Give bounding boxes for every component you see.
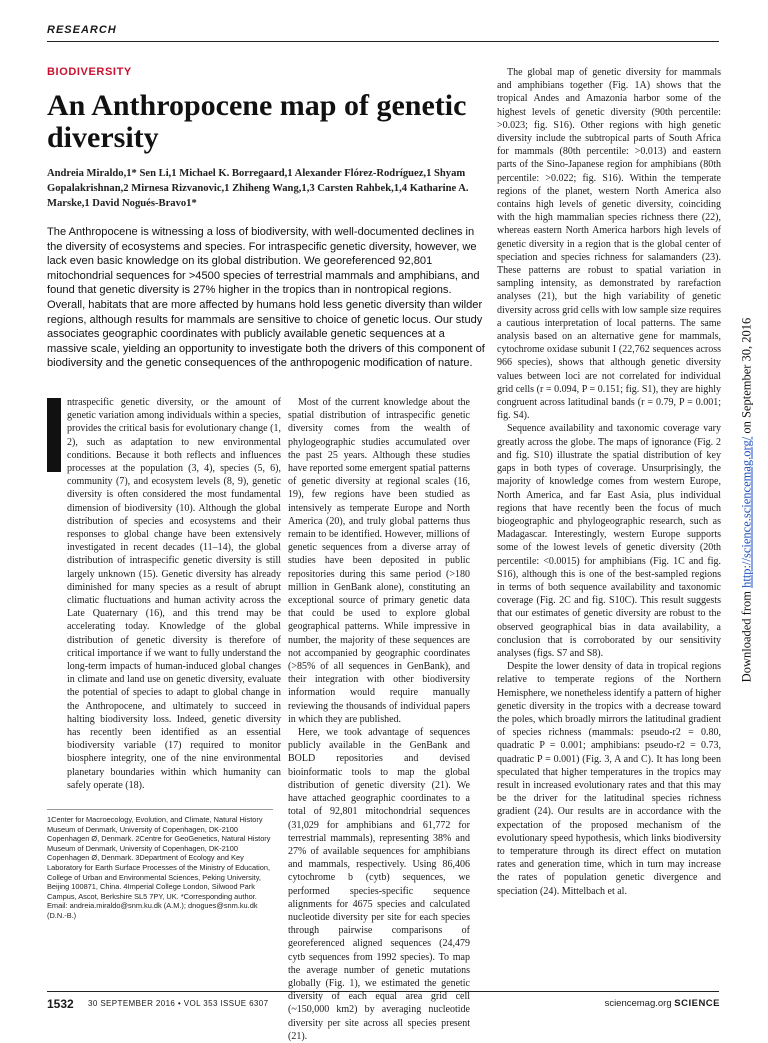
paragraph: Most of the current knowledge about the spatial distribution of intraspecific genetic diversity comes from the wealth of phylogeographic studies accumulated over the past 25 years. Although these studies have reported some emergent spatial patterns of genetic diversity at regional scales (16, 19), few regions have been studied as intensively as temperate Europe and North America (20), and truly global patterns thus remain to be identified. However, millions of genetic sequences from a diverse array of studies have been deposited in public repositories during this same period (>180 million in GenBank alone), constituting an exceptional source of primary genetic data that could be used to explore global geographical patterns. While impressive in number, the majority of these sequences are not accompanied by geographic coordinates (>85% of all sequences in GenBank), and their integration with other biodiversity information would require manually reviewing the thousands of individual papers in which they are published. xyxy=(288,397,470,725)
col1-text: ntraspecific genetic diversity, or the amount of genetic variation among individuals within a species, provides the critical basis for evolutionary change (1, 2), such as adaptation to new environmental conditions. Because it both reflects and influences processes at the population (3, 4), species (5, 6), community (7), and ecosystem levels (8, 9), genetic diversity is often considered the most fundamental dimension of biodiversity (10). Although the global distribution of species and ecosystems and their responses to global change have been extensively investigated in recent decades (11–14), the global distribution of intraspecific genetic diversity is still largely unknown (15). Genetic diversity has already diminished for many species as a result of abrupt climatic fluctuations and human activity across the Late Quaternary (16), and this trend may be accelerating today. Knowledge of the global distribution of genetic diversity is therefore of critical importance if we want to fully understand the long-term impacts of human-induced global changes in climate and land use on genetic diversity, evaluate the potential of species to adapt to global change in the Anthropocene, and ultimately to succeed in halting biodiversity loss. Indeed, genetic diversity has recently been identified as an essential biodiversity variable (17) required to monitor biosphere integrity, one of the nine environmental planetary boundaries within which humanity can safely operate (18). xyxy=(67,397,281,791)
drop-cap xyxy=(47,398,61,472)
article-category: BIODIVERSITY xyxy=(47,66,132,78)
paragraph: Here, we took advantage of sequences publicly available in the GenBank and BOLD repositories and devised bioinformatic tools to map the global distribution of genetic diversity (21). We have attached geographic coordinates to a total of 92,801 mitochondrial sequences (31,029 for amphibians and 61,772 for terrestrial mammals), representing 38% and 27% of available sequences for amphibians and mammals, respectively. Using 86,406 cytochrome b (cytb) sequences, we performed species-specific sequence alignments for 4675 species and calculated nucleotide diversity per site for each species through pairwise comparisons of georeferenced aligned sequences (24,479 cytb sequences from 1992 species). To map the average number of genetic mutations globally (Fig. 1), we estimated the genetic diversity of each equal area grid cell (~150,000 km2) by averaging nucleotide diversity per site across all species present (21). xyxy=(288,727,470,1042)
paragraph: The global map of genetic diversity for mammals and amphibians together (Fig. 1A) shows that the tropical Andes and Amazonia harbor some of the highest levels of genetic diversity (90th percentile: >0.023; fig. S16). Other regions with high genetic diversity include the subtropical parts of South Africa for mammals (80th percentile: >0.013) and eastern parts of the Sino-Japanese region for amphibians (80th percentile: >0.022; fig. S16). Within the temperate regions of the planet, western North America also contains high levels of genetic diversity, coinciding with the high mammalian species richness there (22), whereas eastern North America harbors high levels of genetic diversity in a region that is the global center of speciation and species richness for salamanders (23). These patterns are robust to spatial variation in sampling intensity, as demonstrated by rarefaction analyses (21), but the high variability of genetic diversity across grid cells with low sample size requires a cautious interpretation of local patterns. The same analysis based on an alternative gene for mammals, cytochrome oxidase subunit I (22,762 sequences across 966 species), shows that although genetic diversity values between loci are not correlated for individual grid cells (r = 0.094, P = 0.151; fig. S1), they are highly congruent across latitudinal bands (r = 0.79, P = 0.001; fig. S4). xyxy=(497,67,721,422)
article-title: An Anthropocene map of genetic diversity xyxy=(47,89,467,154)
affiliations-footnote: 1Center for Macroecology, Evolution, and Climate, Natural History Museum of Denmark, University of Copenhagen, DK-2100 Copenhagen Ø, Denmark. 2Centre for GeoGenetics, Natural History Museum of Denmark, University of Copenhagen, DK-2100 Copenhagen Ø, Denmark. 3Department of Ecology and Key Laboratory for Earth Surface Processes of the Ministry of Education, College of Urban and Environmental Sciences, Peking University, Beijing 100871, China. 4Imperial College London, Silwood Park Campus, Ascot, Berkshire SL5 7PY, UK. *Corresponding author. Email: andreia.miraldo@snm.ku.dk (A.M.); dnogues@snm.ku.dk (D.N.-B.) xyxy=(47,809,273,921)
download-notice xyxy=(740,318,755,683)
download-link[interactable]: http://science.sciencemag.org/ xyxy=(739,436,754,588)
journal-site: sciencemag.org xyxy=(604,998,672,1009)
download-prefix: Downloaded from xyxy=(739,587,754,683)
paragraph: Sequence availability and taxonomic coverage vary greatly across the globe. The maps of ignorance (Fig. 2 and fig. S10) illustrate the spatial distribution of key gaps in both types of coverage. Unsurprisingly, the majority of knowledge comes from western Europe, North America, and far East Asia, plus individual regions that have recently been the focus of much biogeographic and phylogeographic research, such as Madagascar. Interestingly, western Europe supports some of the lowest levels of genetic diversity (20th percentile: <0.0015) for amphibians (Fig. 1C and fig. S16), although this is one of the best-sampled regions in terms of both sequence availability and taxonomic coverage (Fig. 2C and fig. S10C). This result suggests that our estimates of genetic diversity are robust to the observed geographical bias in data availability, a conclusion that is corroborated by our sensitivity analyses (figs. S7 and S8). xyxy=(497,423,721,659)
journal-name: SCIENCE xyxy=(674,998,720,1009)
issue-info: 30 SEPTEMBER 2016 • VOL 353 ISSUE 6307 xyxy=(88,999,269,1008)
top-rule xyxy=(47,41,719,42)
section-label: RESEARCH xyxy=(47,24,117,36)
download-suffix: on September 30, 2016 xyxy=(739,317,754,437)
body-column-1 xyxy=(17,396,281,792)
body-column-2 xyxy=(288,396,470,1043)
page-number: 1532 xyxy=(47,997,74,1011)
bottom-rule xyxy=(47,991,719,992)
body-column-3 xyxy=(497,66,721,898)
article-header xyxy=(47,66,487,371)
paragraph: Despite the lower density of data in tropical regions relative to temperate regions of the Northern Hemisphere, we nonetheless identify a pattern of higher genetic diversity in the tropics with a decrease toward the poles, which broadly mirrors the latitudinal gradient of species richness (mammals: pseudo-r2 = 0.80, quadratic P = 0.001; amphibians: pseudo-r2 = 0.73, quadratic P = 0.001) (Fig. 3, A and C). It has long been speculated that higher temperatures in the tropics may result in increased evolutionary rates and that this may be the driver for the latitudinal species richness gradient (24). Our results are in accordance with the expectation of the proposed mechanism of the evolutionary speed hypothesis, which links biodiversity to temperature through its direct effect on mutation rates and generation time, which in turn may increase the rates of population genetic divergence and speciation (24). Mittelbach et al. xyxy=(497,661,721,897)
article-abstract: The Anthropocene is witnessing a loss of biodiversity, with well-documented declines in the diversity of ecosystems and species. For intraspecific genetic diversity, however, we lack even basic knowledge on its global distribution. We georeferenced 92,801 mitochondrial sequences for >4500 species of terrestrial mammals and amphibians, and found that genetic diversity is 27% higher in the tropics than in nontropical regions. Overall, habitats that are more affected by humans hold less genetic diversity than wilder regions, although results for mammals are sensitive to choice of genetic locus. Our study associates geographic coordinates with publicly available genetic sequences at a massive scale, yielding an opportunity to investigate both the drivers of this component of biodiversity and the genetic consequences of the anthropogenic modification of nature. xyxy=(47,226,485,370)
journal-footer xyxy=(605,998,720,1009)
article-authors: Andreia Miraldo,1* Sen Li,1 Michael K. Borregaard,1 Alexander Flórez-Rodríguez,1 Shyam Gopalakrishnan,2 Mirnesa Rizvanovic,1 Zhiheng Wang,1,3 Carsten Rahbek,1,4 Katharine A. Marske,1 David Nogués-Bravo1* xyxy=(47,168,469,209)
